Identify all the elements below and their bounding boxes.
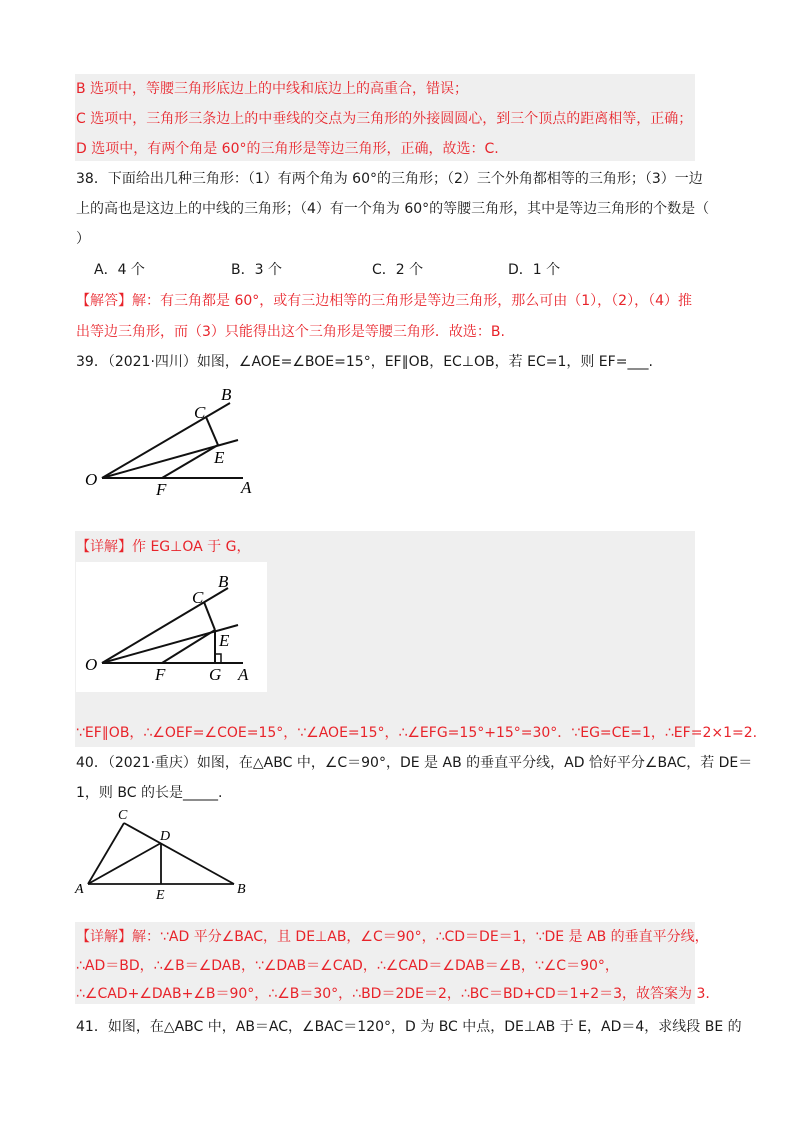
fig39-label-f: F <box>156 480 167 499</box>
q38-answer-tag: 【解答】 <box>76 293 132 309</box>
q39-detail-text1: 作 EG⊥OA 于 G， <box>132 539 251 555</box>
q38-option-a: A．4 个 <box>94 262 145 278</box>
fig40-label-c: C <box>118 808 128 823</box>
q39-detail-line2: ∵EF∥OB，∴∠OEF=∠COE=15°，∵∠AOE=15°，∴∠EFG=15°+15°=30°．∵EG=CE=1，∴EF=2×1=2. <box>76 725 758 741</box>
q39-detail-tag: 【详解】 <box>76 539 132 555</box>
q40-detail-line2: ∴AD＝BD，∴∠B＝∠DAB，∵∠DAB＝∠CAD，∴∠CAD＝∠DAB＝∠B，∵∠C＝90°， <box>76 958 619 974</box>
q38-line1: 38．下面给出几种三角形：（1）有两个角为 60°的三角形；（2）三个外角都相等的三角形；（3）一边 <box>76 171 703 187</box>
q40-figure <box>74 805 264 900</box>
fig39b-label-a: A <box>238 665 249 684</box>
fig39b-label-g: G <box>209 665 222 684</box>
q38-answer-text1: 解：有三角都是 60°，或有三边相等的三角形是等边三角形，那么可由（1），（2），（4）推 <box>132 293 692 309</box>
q39-detail-line1 <box>76 536 250 556</box>
q41-line1: 41．如图，在△ABC 中，AB＝AC，∠BAC＝120°，D 为 BC 中点，DE⊥AB 于 E，AD＝4，求线段 BE 的 <box>76 1019 742 1035</box>
q39-figure <box>78 385 278 500</box>
fig40-label-a: A <box>75 882 84 897</box>
q39-detail-figure <box>78 570 268 688</box>
q40-line2: 1，则 BC 的长是_____. <box>76 785 223 801</box>
q38-option-d: D．1 个 <box>508 262 561 278</box>
q38-option-b: B．3 个 <box>231 262 282 278</box>
q38-answer-line2: 出等边三角形，而（3）只能得出这个三角形是等腰三角形．故选：B. <box>76 324 505 340</box>
fig39-label-o: O <box>85 470 98 489</box>
prev-line-c: C 选项中，三角形三条边上的中垂线的交点为三角形的外接圆圆心，到三个顶点的距离相等，正确； <box>76 111 693 127</box>
q40-detail-tag: 【详解】 <box>76 929 132 945</box>
fig39-label-c: C <box>194 403 206 422</box>
fig39-label-a: A <box>241 478 252 497</box>
q40-detail-line3: ∴∠CAD+∠DAB+∠B＝90°，∴∠B＝30°，∴BD＝2DE＝2，∴BC＝BD+CD＝1+2＝3，故答案为 3. <box>76 986 710 1002</box>
fig40-label-e: E <box>156 888 165 900</box>
fig40-label-d: D <box>160 829 171 844</box>
fig39b-label-f: F <box>155 665 166 684</box>
q38-line2: 上的高也是这边上的中线的三角形；（4）有一个角为 60°的等腰三角形，其中是等边三角形的个数是（ <box>76 201 710 217</box>
q40-line1: 40．（2021·重庆）如图，在△ABC 中，∠C＝90°，DE 是 AB 的垂直平分线，AD 恰好平分∠BAC，若 DE＝ <box>76 755 753 771</box>
fig39b-label-e: E <box>219 631 230 650</box>
fig39-label-e: E <box>214 448 225 467</box>
fig40-label-b: B <box>237 882 246 897</box>
q40-detail-text1: 解：∵AD 平分∠BAC，且 DE⊥AB，∠C＝90°，∴CD＝DE＝1，∵DE 是 AB 的垂直平分线， <box>132 929 709 945</box>
fig39b-label-c: C <box>192 588 204 607</box>
prev-line-d: D 选项中，有两个角是 60°的三角形是等边三角形，正确，故选：C. <box>76 141 499 157</box>
q38-option-c: C．2 个 <box>372 262 424 278</box>
q38-line3: ） <box>76 231 90 247</box>
fig39b-label-b: B <box>218 572 229 591</box>
q38-answer-line1 <box>76 290 692 310</box>
fig39b-label-o: O <box>85 655 98 674</box>
q39-stem: 39．（2021·四川）如图，∠AOE=∠BOE=15°，EF∥OB，EC⊥OB，若 EC=1，则 EF=___. <box>76 354 653 370</box>
prev-line-b: B 选项中，等腰三角形底边上的中线和底边上的高重合，错误； <box>76 81 469 97</box>
q40-detail-line1 <box>76 926 709 946</box>
fig39-label-b: B <box>221 385 232 404</box>
